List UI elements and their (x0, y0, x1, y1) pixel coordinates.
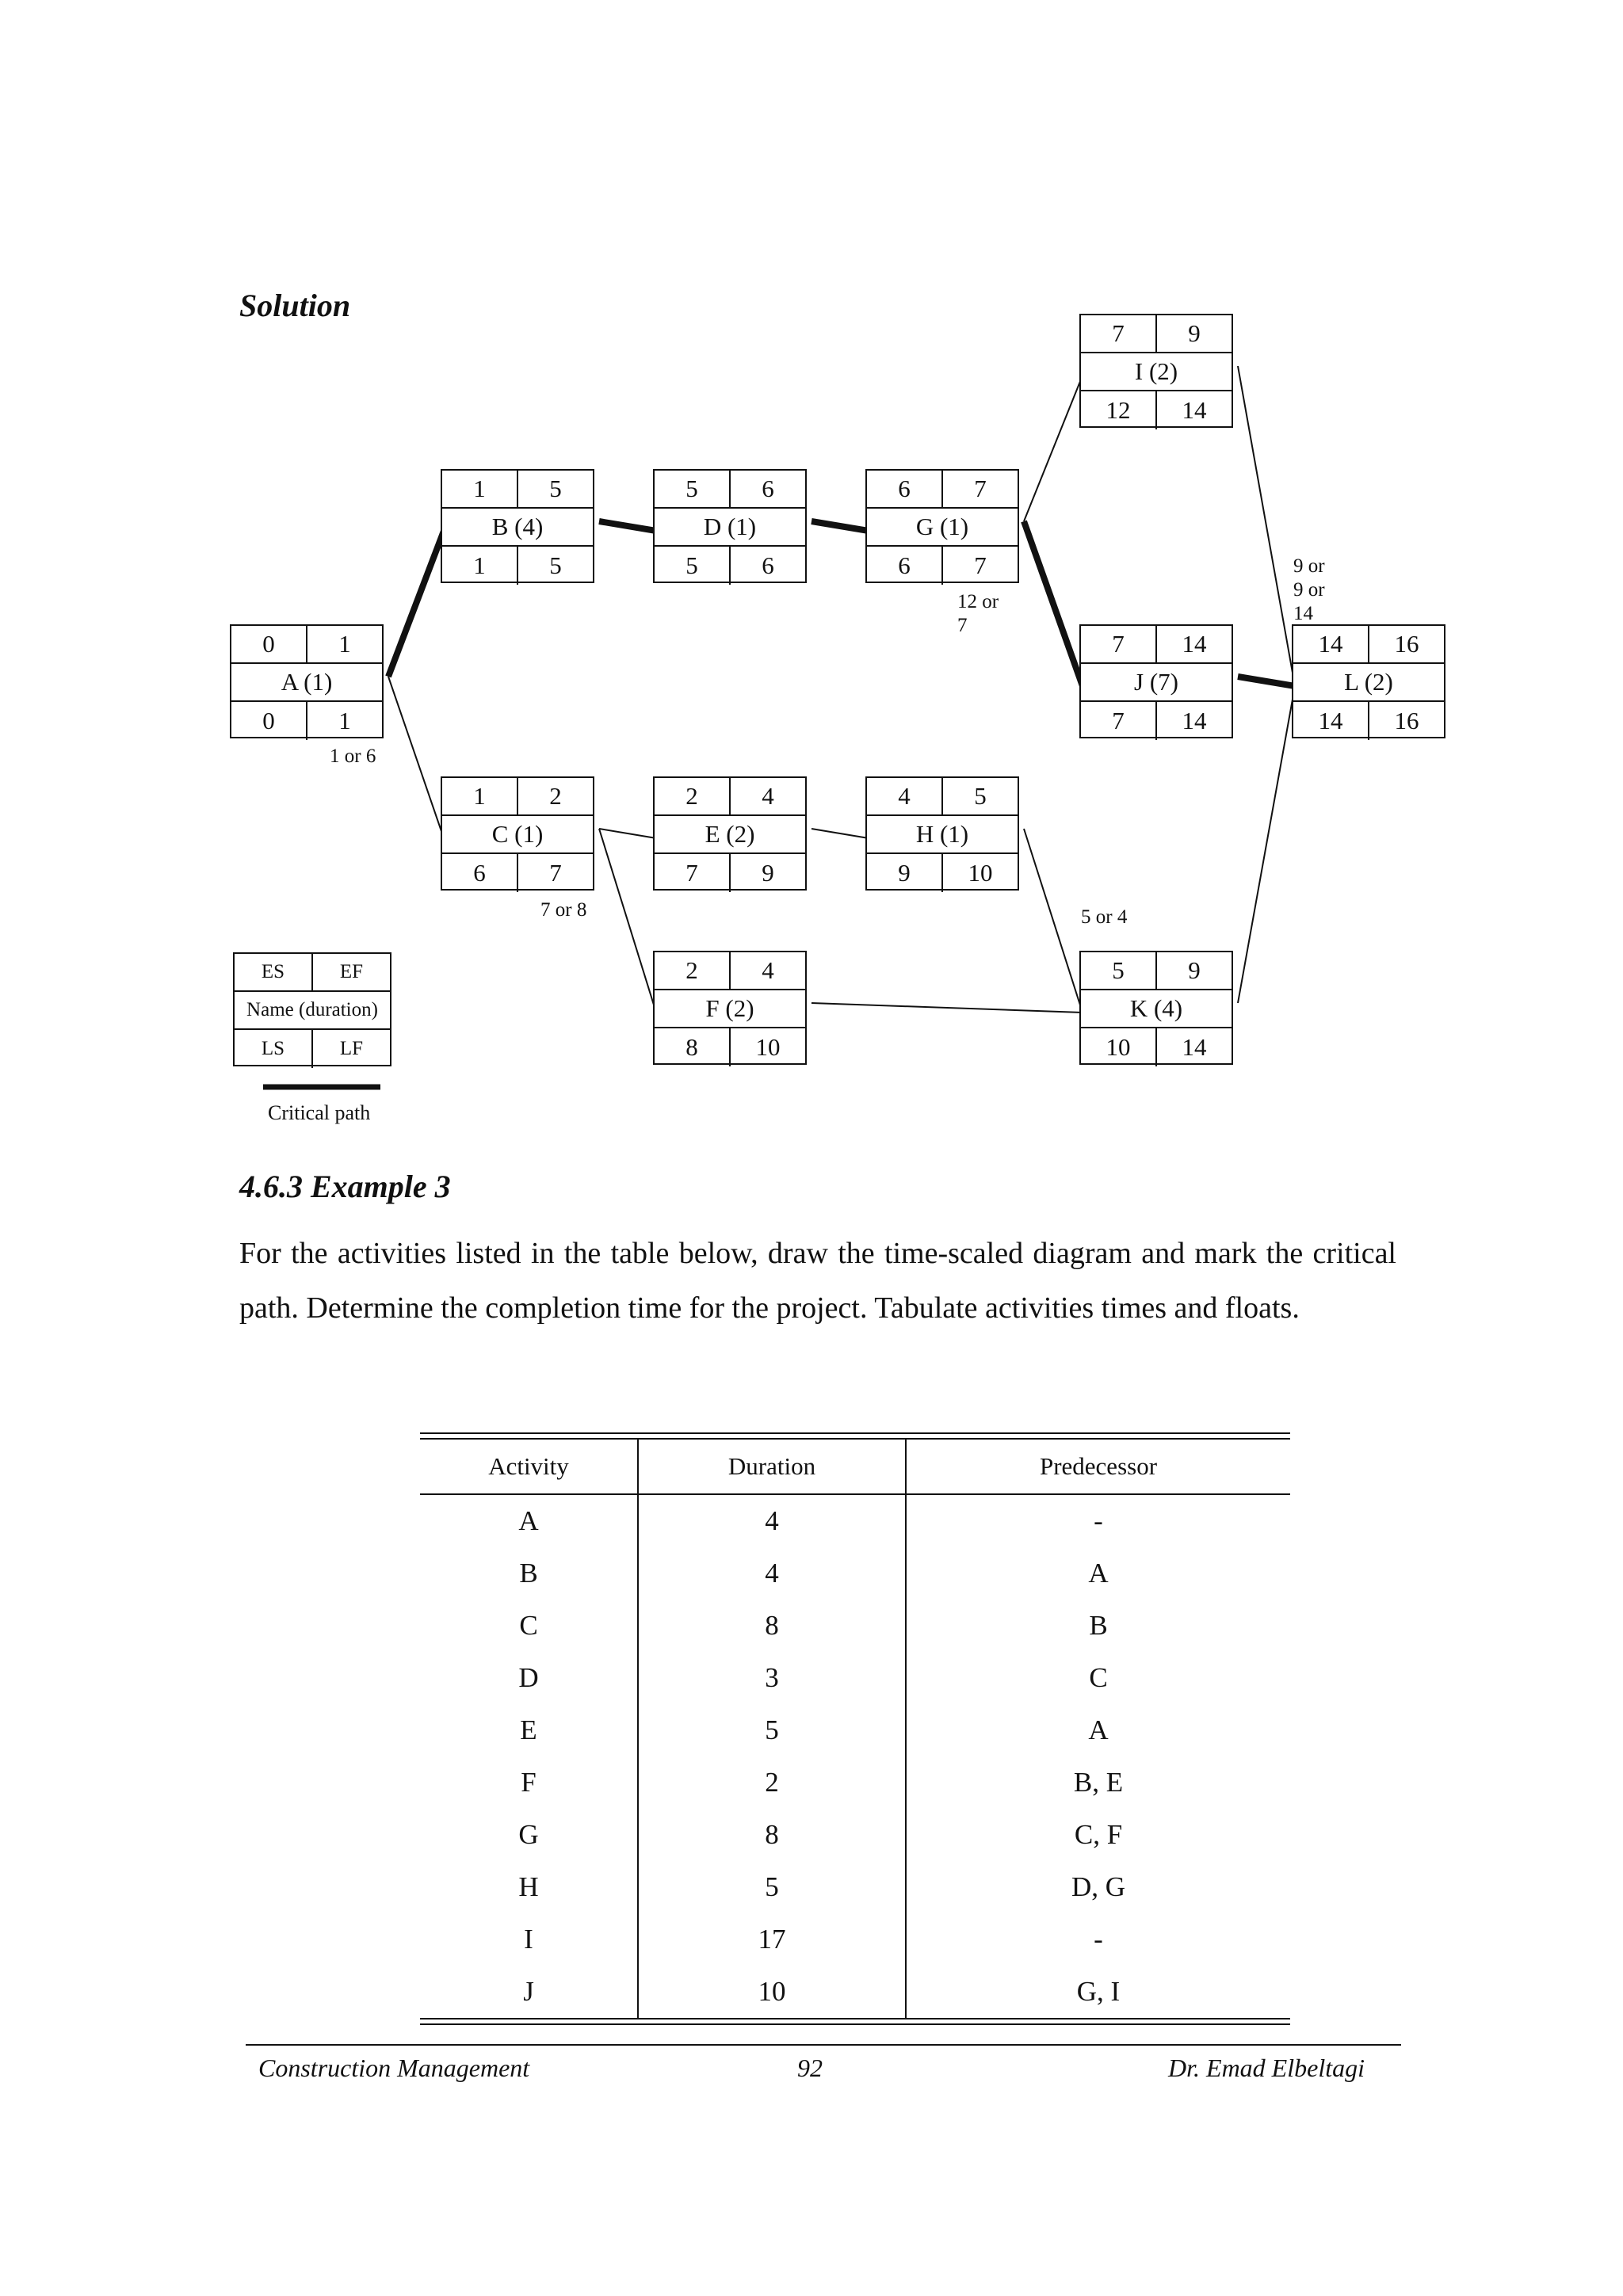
cell-activity: D (420, 1652, 638, 1704)
legend-es: ES (235, 954, 313, 990)
node-ef: 7 (974, 475, 987, 502)
node-lf: 5 (549, 551, 562, 579)
footer-page-number: 92 (797, 2054, 823, 2082)
table-row (420, 1809, 1290, 1861)
node-ef: 1 (338, 630, 351, 658)
activity-node-g (865, 469, 1019, 583)
header-activity: Activity (420, 1440, 638, 1494)
link-g-j (1024, 521, 1083, 686)
table-row (420, 1494, 1290, 1547)
node-label: E (2) (705, 820, 755, 848)
link-a-b (388, 531, 444, 677)
node-ef: 6 (762, 475, 774, 502)
link-a-c (388, 677, 444, 838)
cell-duration: 8 (638, 1600, 906, 1652)
table-bottom-rule (420, 2018, 1290, 2025)
table-row (420, 1966, 1290, 2018)
activity-node-h (865, 776, 1019, 891)
node-ef: 14 (1182, 630, 1207, 658)
link-d-g (812, 521, 869, 531)
node-ls: 8 (655, 1028, 731, 1066)
node-ls: 6 (442, 854, 518, 892)
header-duration: Duration (638, 1440, 906, 1494)
activity-node-f (653, 951, 807, 1065)
cell-activity: I (420, 1913, 638, 1966)
node-ef: 9 (1188, 956, 1201, 984)
legend-critical-line (262, 1082, 382, 1092)
activity-table (420, 1440, 1290, 2018)
node-label: C (1) (491, 820, 544, 848)
solution-title: Solution (239, 288, 351, 323)
node-ls: 9 (867, 854, 943, 892)
cell-activity: F (420, 1756, 638, 1809)
node-es: 5 (1081, 952, 1157, 989)
node-es: 7 (1081, 626, 1157, 662)
link-f-k (812, 1003, 1083, 1013)
node-ls: 6 (867, 547, 943, 585)
cell-predecessor: C (1089, 1662, 1108, 1693)
cell-activity: C (420, 1600, 638, 1652)
node-es: 1 (442, 471, 518, 507)
cell-activity: E (420, 1704, 638, 1756)
node-ls: 14 (1293, 702, 1369, 740)
node-es: 2 (655, 778, 731, 814)
activity-table-wrapper (420, 1432, 1290, 2025)
node-ls: 0 (231, 702, 307, 740)
node-label: I (2) (1134, 357, 1178, 385)
cell-duration: 5 (638, 1861, 906, 1913)
node-label: B (4) (491, 513, 544, 540)
table-row (420, 1704, 1290, 1756)
node-ef: 5 (974, 782, 987, 810)
cell-predecessor: B (1089, 1610, 1108, 1641)
link-b-d (599, 521, 656, 531)
legend-box (233, 952, 391, 1066)
cell-predecessor: B, E (1073, 1767, 1124, 1798)
annotation-a: 1 or 6 (330, 746, 376, 767)
cell-predecessor: - (1094, 1505, 1103, 1536)
node-lf: 14 (1182, 707, 1207, 734)
legend-ls: LS (235, 1030, 313, 1068)
example-heading: 4.6.3 Example 3 (239, 1169, 451, 1204)
activity-node-d (653, 469, 807, 583)
cell-activity: H (420, 1861, 638, 1913)
node-label: J (7) (1134, 668, 1178, 696)
table-top-rule (420, 1432, 1290, 1440)
cell-duration: 5 (638, 1704, 906, 1756)
footer-rule (246, 2044, 1401, 2046)
link-g-i (1024, 376, 1083, 521)
activity-node-i (1079, 314, 1233, 428)
cell-activity: G (420, 1809, 638, 1861)
node-es: 1 (442, 778, 518, 814)
annotation-k: 5 or 4 (1081, 906, 1128, 928)
cell-activity: J (420, 1966, 638, 2018)
node-es: 7 (1081, 315, 1157, 352)
activity-node-b (441, 469, 594, 583)
node-lf: 1 (338, 707, 351, 734)
table-row (420, 1756, 1290, 1809)
cell-predecessor: - (1094, 1924, 1103, 1955)
node-label: G (1) (915, 513, 969, 540)
table-row (420, 1913, 1290, 1966)
node-ls: 7 (1081, 702, 1157, 740)
activity-node-c (441, 776, 594, 891)
footer-left: Construction Management (258, 2054, 530, 2082)
annotation-c: 7 or 8 (540, 899, 587, 921)
node-ls: 5 (655, 547, 731, 585)
node-ef: 4 (762, 782, 774, 810)
activity-node-e (653, 776, 807, 891)
node-lf: 9 (762, 859, 774, 887)
cell-duration: 2 (638, 1756, 906, 1809)
cell-activity: B (420, 1547, 638, 1600)
node-label: F (2) (705, 994, 754, 1022)
activity-node-l (1292, 624, 1445, 738)
node-lf: 14 (1182, 1033, 1207, 1061)
cell-predecessor: A (1088, 1714, 1109, 1745)
node-ls: 1 (442, 547, 518, 585)
node-label: L (2) (1344, 668, 1393, 696)
cell-activity: A (420, 1494, 638, 1547)
cell-predecessor: G, I (1076, 1976, 1121, 2007)
header-predecessor: Predecessor (906, 1440, 1290, 1494)
node-lf: 16 (1394, 707, 1419, 734)
node-es: 2 (655, 952, 731, 989)
table-row (420, 1861, 1290, 1913)
link-h-k (1024, 829, 1083, 1013)
legend-lf: LF (339, 1038, 364, 1059)
node-es: 0 (231, 626, 307, 662)
table-row (420, 1547, 1290, 1600)
link-k-l (1238, 686, 1295, 1003)
link-i-l (1238, 366, 1295, 686)
node-ls: 7 (655, 854, 731, 892)
cell-duration: 17 (638, 1913, 906, 1966)
cell-duration: 10 (638, 1966, 906, 2018)
node-label: D (1) (703, 513, 757, 540)
link-e-h (812, 829, 869, 838)
node-label: K (4) (1129, 994, 1183, 1022)
legend-critical-label: Critical path (268, 1101, 371, 1124)
cell-duration: 8 (638, 1809, 906, 1861)
node-ef: 9 (1188, 319, 1201, 347)
link-c-f (599, 829, 656, 1013)
node-lf: 10 (968, 859, 993, 887)
legend-ef: EF (339, 961, 364, 982)
node-es: 4 (867, 778, 943, 814)
node-es: 6 (867, 471, 943, 507)
footer-right: Dr. Emad Elbeltagi (1168, 2054, 1365, 2082)
activity-node-k (1079, 951, 1233, 1065)
node-ef: 16 (1394, 630, 1419, 658)
legend-name: Name (duration) (246, 999, 378, 1020)
node-lf: 7 (549, 859, 562, 887)
node-lf: 10 (755, 1033, 781, 1061)
annotation-g: 12 or 7 (957, 591, 999, 636)
cell-predecessor: C, F (1074, 1819, 1123, 1850)
cell-duration: 3 (638, 1652, 906, 1704)
node-ef: 4 (762, 956, 774, 984)
node-ef: 5 (549, 475, 562, 502)
table-row (420, 1652, 1290, 1704)
activity-node-a (230, 624, 384, 738)
node-lf: 7 (974, 551, 987, 579)
node-lf: 14 (1182, 396, 1207, 424)
node-ls: 10 (1081, 1028, 1157, 1066)
link-c-e (599, 829, 656, 838)
activity-node-j (1079, 624, 1233, 738)
node-ef: 2 (549, 782, 562, 810)
cell-predecessor: A (1088, 1558, 1109, 1589)
node-lf: 6 (762, 551, 774, 579)
table-row (420, 1600, 1290, 1652)
cell-predecessor: D, G (1071, 1871, 1126, 1902)
cell-duration: 4 (638, 1494, 906, 1547)
node-ls: 12 (1081, 391, 1157, 429)
node-label: H (1) (915, 820, 969, 848)
table-header-row (420, 1440, 1290, 1494)
node-es: 5 (655, 471, 731, 507)
cell-duration: 4 (638, 1547, 906, 1600)
node-label: A (1) (281, 668, 333, 696)
link-j-l (1238, 677, 1295, 686)
example-paragraph: For the activities listed in the table below, draw the time-scaled diagram and mark the critical path. Determine the completion time for the project. Tabulate activities times and floats. (239, 1237, 1396, 1325)
node-es: 14 (1293, 626, 1369, 662)
annotation-l: 9 or 9 or 14 (1293, 555, 1325, 621)
